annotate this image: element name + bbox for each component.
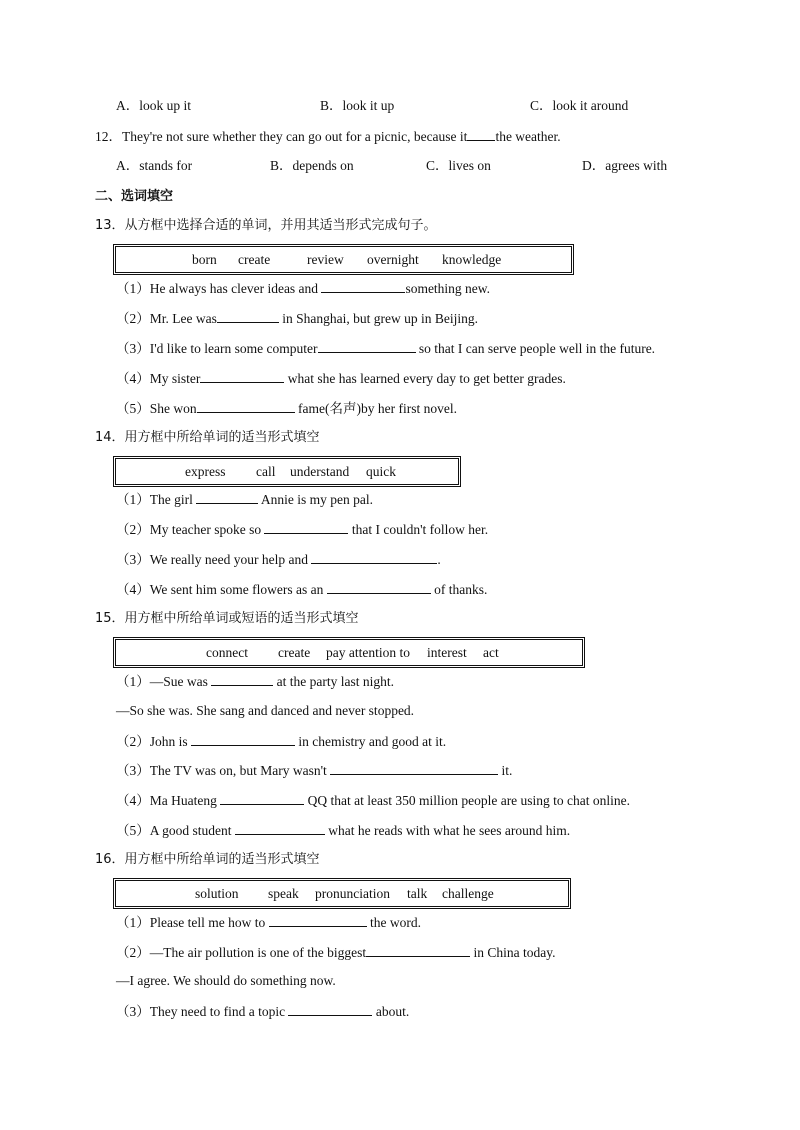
q15-stem: 15．用方框中所给单词或短语的适当形式填空 (95, 611, 359, 626)
answer-blank[interactable] (311, 550, 437, 564)
word-bank-item: pronunciation (315, 885, 390, 901)
q12-stem-after: the weather. (495, 129, 561, 144)
section-title: 二、选词填空 (95, 189, 174, 204)
item-text: in chemistry and good at it. (295, 734, 447, 749)
item-text: （2）John is (116, 734, 192, 749)
q12-stem-before: 12．They're not sure whether they can go out for a picnic, because it (95, 129, 468, 144)
item-text: （4）We sent him some flowers as an (116, 582, 327, 597)
word-bank-item: born (192, 251, 217, 267)
word-bank-item: connect (206, 644, 248, 660)
answer-blank[interactable] (211, 672, 273, 686)
word-bank-item: pay attention to (326, 644, 410, 660)
word-bank-item: interest (427, 644, 467, 660)
word-bank-item: quick (366, 463, 396, 479)
item-text: about. (372, 1004, 410, 1019)
q15-word-box (113, 637, 585, 668)
answer-blank[interactable] (197, 399, 295, 413)
q11-option-a[interactable]: A．look up it (116, 98, 192, 113)
item-text: the word. (366, 915, 421, 930)
q14-item-4 (116, 580, 487, 599)
item-text: —So she was. She sang and danced and never stopped. (116, 703, 415, 718)
item-text: （3）They need to find a topic (116, 1004, 289, 1019)
answer-blank[interactable] (235, 821, 325, 835)
q15-item-1 (116, 672, 394, 691)
q13-item-2 (116, 309, 478, 328)
item-text: （1）—Sue was (116, 674, 212, 689)
answer-blank[interactable] (217, 309, 279, 323)
q14-word-box (113, 456, 461, 487)
answer-blank[interactable] (321, 279, 405, 293)
item-text: in Shanghai, but grew up in Beijing. (278, 311, 478, 326)
q16-item-2 (116, 943, 555, 962)
item-text: at the party last night. (273, 674, 394, 689)
item-text: . (437, 552, 441, 567)
q13-stem: 13．从方框中选择合适的单词，并用其适当形式完成句子。 (95, 218, 437, 233)
item-text: so that I can serve people well in the future. (415, 341, 656, 356)
word-bank-item: act (483, 644, 499, 660)
item-text: （5）She won (116, 401, 197, 416)
item-text: （3）I'd like to learn some computer (116, 341, 318, 356)
item-text: （5）A good student (116, 823, 235, 838)
item-text: something new. (405, 281, 491, 296)
item-text: QQ that at least 350 million people are using to chat online. (304, 793, 631, 808)
q12-option-a[interactable]: A．stands for (116, 158, 193, 173)
word-bank-item: create (238, 251, 271, 267)
word-bank-item: create (278, 644, 311, 660)
item-text: （2）My teacher spoke so (116, 522, 265, 537)
answer-blank[interactable] (327, 580, 431, 594)
q12-option-c[interactable]: C．lives on (426, 158, 491, 173)
word-bank-item: talk (407, 885, 428, 901)
word-bank-item: solution (195, 885, 239, 901)
word-bank-item: express (185, 463, 226, 479)
item-text: in China today. (470, 945, 556, 960)
q15-item-2 (116, 732, 446, 751)
q12-stem (95, 127, 561, 146)
item-text: （2）Mr. Lee was (116, 311, 217, 326)
word-bank-item: understand (290, 463, 350, 479)
item-text: it. (498, 763, 513, 778)
item-text: （2）—The air pollution is one of the biggest (116, 945, 367, 960)
item-text: what he reads with what he sees around him. (324, 823, 571, 838)
q15-item-1-reply (116, 702, 414, 720)
q12-blank[interactable] (467, 127, 495, 141)
word-bank-item: challenge (442, 885, 494, 901)
q16-item-3 (116, 1002, 409, 1021)
word-bank-item: review (307, 251, 344, 267)
q14-item-1 (116, 490, 373, 509)
item-text: （3）The TV was on, but Mary wasn't (116, 763, 331, 778)
item-text: Annie is my pen pal. (258, 492, 373, 507)
answer-blank[interactable] (196, 490, 258, 504)
q14-item-2 (116, 520, 488, 539)
answer-blank[interactable] (269, 913, 367, 927)
item-text: —I agree. We should do something now. (116, 973, 336, 988)
item-text: of thanks. (430, 582, 488, 597)
q15-item-4 (116, 791, 630, 810)
answer-blank[interactable] (318, 339, 416, 353)
q13-item-1 (116, 279, 490, 298)
item-text: what she has learned every day to get better grades. (284, 371, 566, 386)
item-text: （1）He always has clever ideas and (116, 281, 322, 296)
answer-blank[interactable] (191, 732, 295, 746)
answer-blank[interactable] (220, 791, 304, 805)
word-bank-item: call (256, 463, 276, 479)
q16-stem: 16．用方框中所给单词的适当形式填空 (95, 852, 320, 867)
q13-word-box (113, 244, 574, 275)
answer-blank[interactable] (288, 1002, 372, 1016)
answer-blank[interactable] (366, 943, 470, 957)
q11-option-b[interactable]: B．look it up (320, 98, 395, 113)
q16-item-2-reply (116, 972, 336, 990)
item-text: （1）Please tell me how to (116, 915, 269, 930)
q15-item-3 (116, 761, 512, 780)
q12-option-b[interactable]: B．depends on (270, 158, 354, 173)
item-text: （4）My sister (116, 371, 201, 386)
q13-item-3 (116, 339, 655, 358)
word-bank-item: speak (268, 885, 299, 901)
item-text: （4）Ma Huateng (116, 793, 221, 808)
q13-item-4 (116, 369, 566, 388)
answer-blank[interactable] (264, 520, 348, 534)
q13-item-5 (116, 399, 457, 418)
answer-blank[interactable] (200, 369, 284, 383)
q16-word-box (113, 878, 571, 909)
q11-option-c[interactable]: C．look it around (530, 98, 629, 113)
item-text: （1）The girl (116, 492, 197, 507)
q14-item-3 (116, 550, 441, 569)
q16-item-1 (116, 913, 421, 932)
q14-stem: 14．用方框中所给单词的适当形式填空 (95, 430, 320, 445)
item-text: fame(名声)by her first novel. (294, 401, 457, 416)
word-bank-item: overnight (367, 251, 419, 267)
q15-item-5 (116, 821, 570, 840)
q12-option-d[interactable]: D．agrees with (582, 158, 668, 173)
item-text: （3）We really need your help and (116, 552, 312, 567)
item-text: that I couldn't follow her. (348, 522, 489, 537)
answer-blank[interactable] (330, 761, 498, 775)
word-bank-item: knowledge (442, 251, 502, 267)
